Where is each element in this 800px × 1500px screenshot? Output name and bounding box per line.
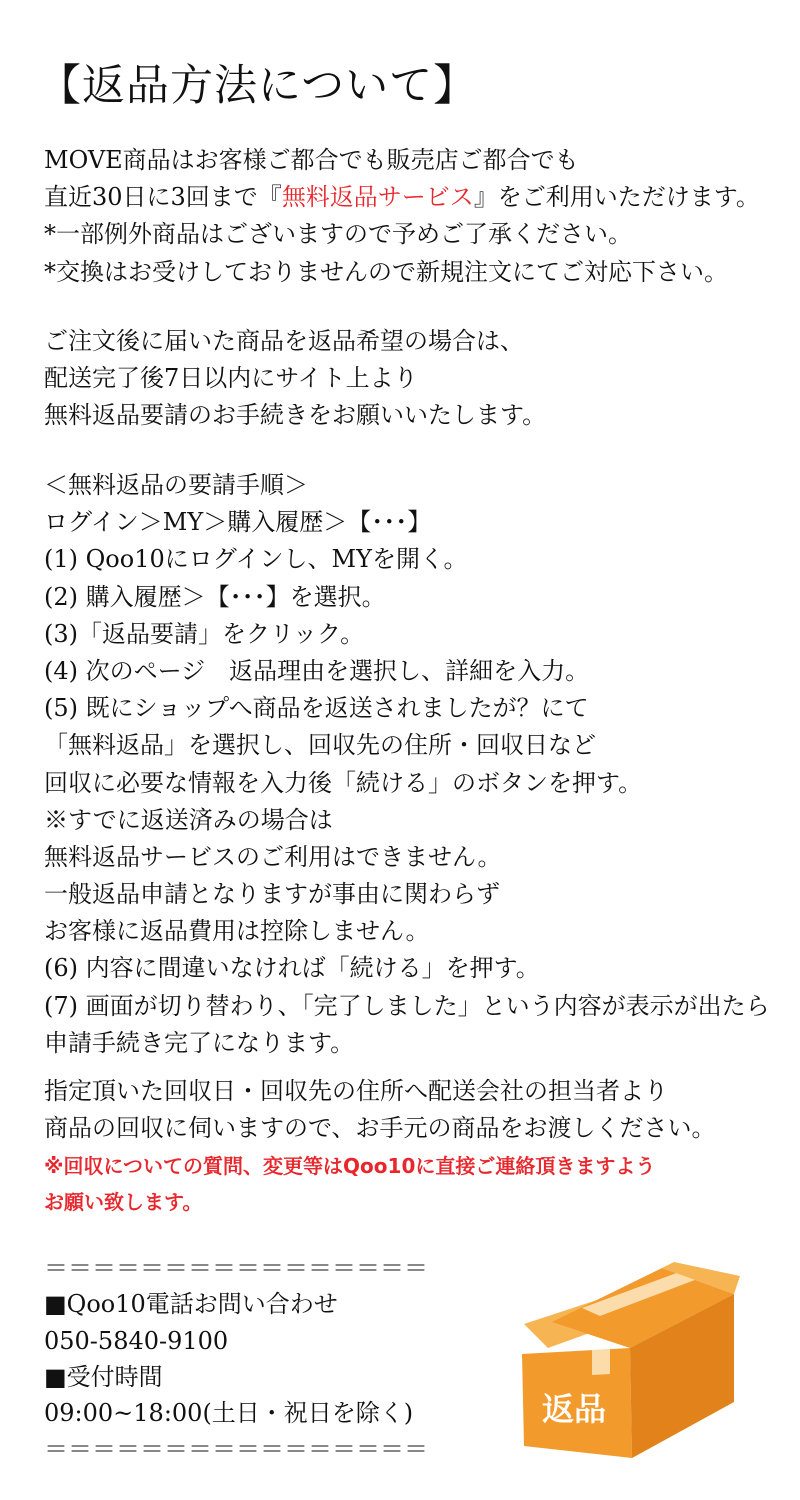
procedure-note: 無料返品サービスのご利用はできません。 [44, 842, 502, 871]
procedure-step: (7) 画面が切り替わり、「完了しました」という内容が表示が出たら [44, 991, 770, 1020]
request-info-line: 配送完了後7日以内にサイト上より [44, 364, 418, 393]
procedure-section [44, 467, 770, 1062]
box-label: 返品 [541, 1390, 607, 1428]
return-box-illustration [512, 1262, 742, 1462]
box-tape-front [592, 1349, 610, 1375]
pickup-info-line: 商品の回収に伺いますので、お手元の商品をお渡しください。 [44, 1114, 716, 1143]
free-return-service-highlight: 無料返品サービス [281, 183, 474, 212]
procedure-step: (6) 内容に間違いなければ「続ける」を押す。 [44, 954, 540, 983]
red-notice-line: ※回収についての質問、変更等はQoo10に直接ご連絡頂きますよう [44, 1154, 656, 1178]
intro-line-service [44, 179, 760, 216]
procedure-note: ※すでに返送済みの場合は [44, 805, 333, 834]
intro-note: *一部例外商品はございますので予めご了承ください。 [44, 220, 632, 249]
intro-note: *交換はお受けしておりませんので新規注文にてご対応下さい。 [44, 257, 728, 286]
return-box-icon [512, 1262, 742, 1462]
red-notice [44, 1148, 655, 1220]
divider-bottom: ＝＝＝＝＝＝＝＝＝＝＝＝＝＝＝＝ [44, 1435, 428, 1464]
pickup-info-section [44, 1073, 716, 1147]
divider-top: ＝＝＝＝＝＝＝＝＝＝＝＝＝＝＝＝ [44, 1254, 428, 1282]
procedure-step: (2) 購入履歴＞【･･･】を選択。 [44, 582, 386, 611]
procedure-path: ログイン＞MY＞購入履歴＞【･･･】 [44, 508, 432, 537]
procedure-step: (4) 次のページ 返品理由を選択し、詳細を入力。 [44, 656, 590, 685]
phone-heading: ■Qoo10電話お問い合わせ [44, 1290, 338, 1319]
hours-heading: ■受付時間 [44, 1362, 163, 1391]
procedure-step-cont: 回収に必要な情報を入力後「続ける」のボタンを押す。 [44, 768, 643, 797]
procedure-note: お客様に返品費用は控除しません。 [44, 917, 430, 946]
procedure-heading: ＜無料返品の要請手順＞ [44, 471, 308, 499]
page-title: 【返品方法について】 [38, 61, 478, 111]
pickup-info-line: 指定頂いた回収日・回収先の住所へ配送会社の担当者より [44, 1077, 668, 1105]
request-info-line: ご注文後に届いた商品を返品希望の場合は、 [44, 327, 524, 355]
procedure-note: 一般返品申請となりますが事由に関わらず [44, 880, 500, 909]
intro-text: 直近30日に3回まで『 [44, 183, 282, 212]
procedure-step-cont: 「無料返品」を選択し、回収先の住所・回収日など [44, 731, 596, 760]
red-notice-line: お願い致します。 [44, 1190, 203, 1214]
request-info-section [44, 323, 546, 435]
request-info-line: 無料返品要請のお手続きをお願いいたします。 [44, 401, 547, 430]
procedure-step: (5) 既にショップへ商品を返送されましたが？にて [44, 694, 589, 723]
procedure-step: (1) Qoo10にログインし、MYを開く。 [44, 545, 468, 574]
intro-text: 』をご利用いただけます。 [473, 183, 760, 212]
procedure-step-cont: 申請手続き完了になります。 [44, 1028, 355, 1057]
intro-section [44, 142, 760, 291]
hours-value: 09:00~18:00(土日・祝日を除く) [44, 1399, 414, 1428]
procedure-step: (3)「返品要請」をクリック。 [44, 619, 365, 648]
intro-line: MOVE商品はお客様ご都合でも販売店ご都合でも [44, 146, 579, 174]
phone-number: 050-5840-9100 [44, 1326, 229, 1355]
contact-section [44, 1250, 428, 1468]
